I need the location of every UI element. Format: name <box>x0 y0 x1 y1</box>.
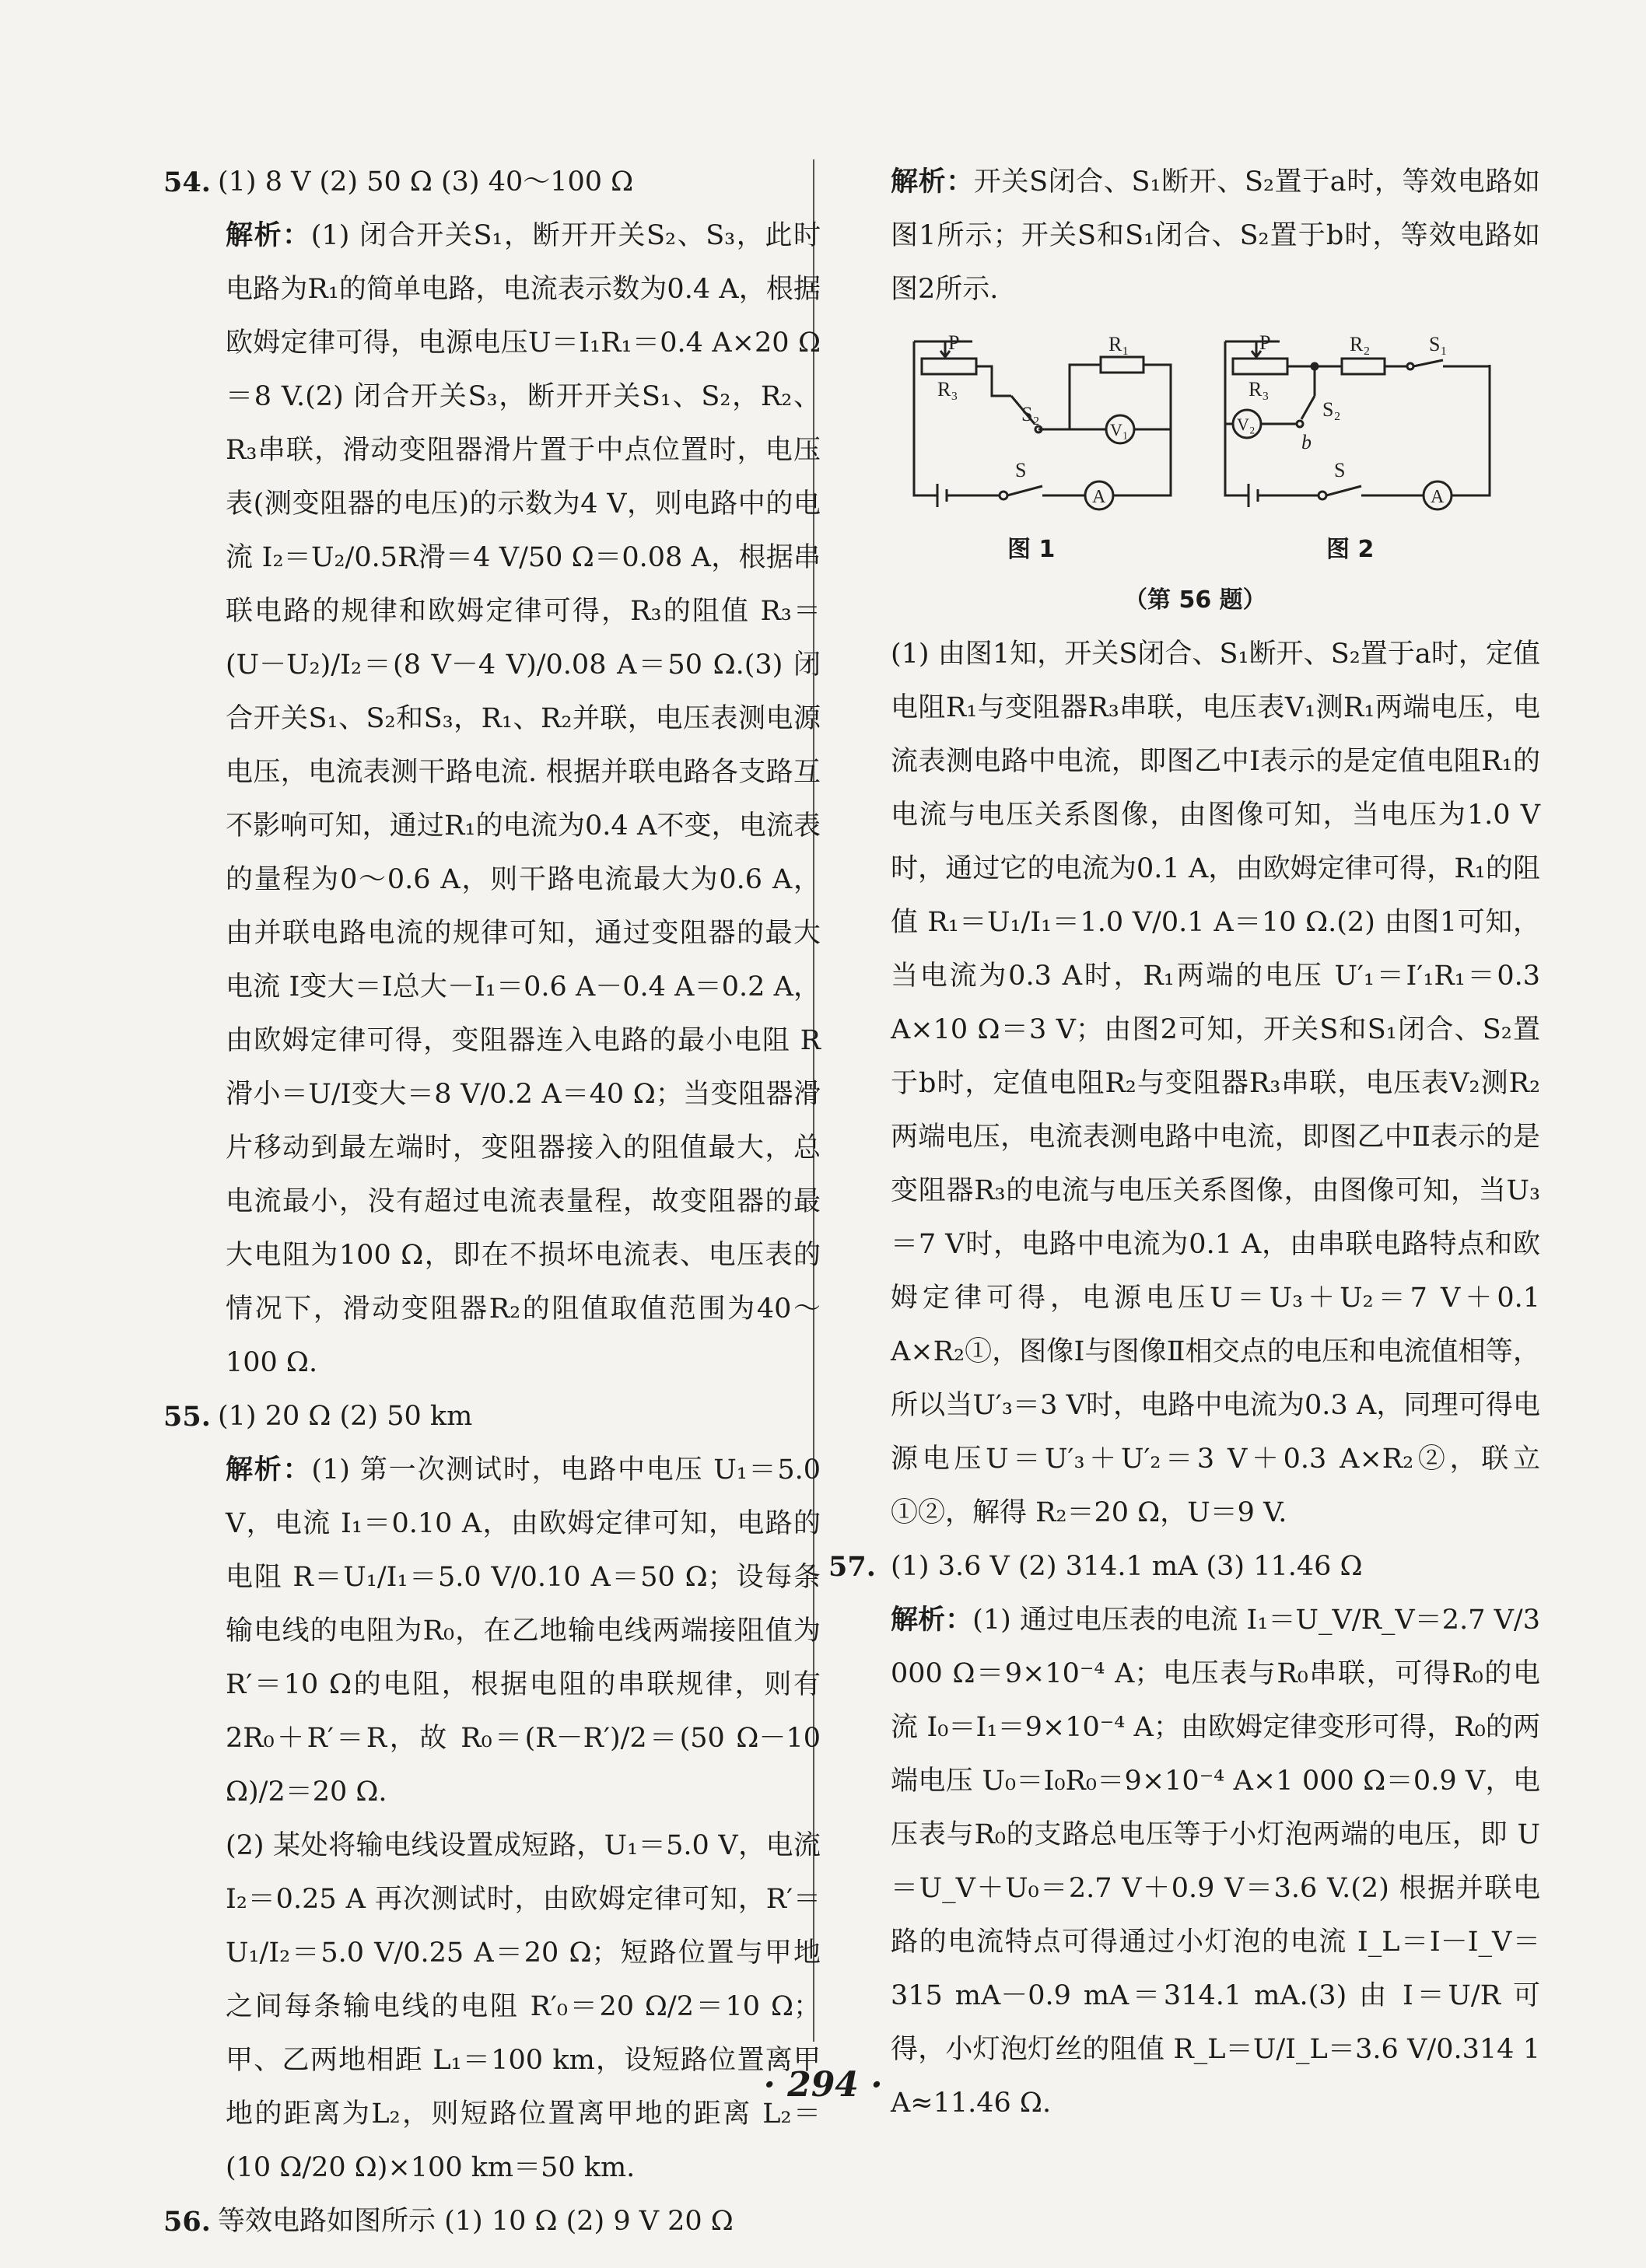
label-r1: R₁ <box>1108 333 1129 355</box>
analysis-tag: 解析： <box>891 166 974 198</box>
answer-54 <box>163 156 821 1390</box>
label-a: A <box>1431 487 1445 507</box>
label-r3: R₃ <box>1249 378 1270 401</box>
answer-summary: (1) 3.6 V (2) 314.1 mA (3) 11.46 Ω <box>891 1551 1363 1582</box>
analysis-text: (1) 第一次测试时，电路中电压 U₁＝5.0 V，电流 I₁＝0.10 A，由欧姆定律可知，电路的电阻 R＝U₁/I₁＝5.0 V/0.10 A＝50 Ω；设每条输电线的电阻为R₀，在乙地输电线两端接阻值为R′＝10 Ω的电阻，根据电阻的串联规律，则有 2R₀＋R′＝R，故 R₀＝(R－R′)/2＝(50 Ω－10 Ω)/2＝20 Ω. <box>226 1454 821 1808</box>
figure-1-label: 图 1 <box>1007 536 1056 563</box>
analysis-text: (1) 闭合开关S₁，断开开关S₂、S₃，此时电路为R₁的简单电路，电流表示数为0.4 A，根据欧姆定律可得，电源电压U＝I₁R₁＝0.4 A×20 Ω＝8 V.(2) 闭合开关S₃，断开开关S₁、S₂，R₂、R₃串联，滑动变阻器滑片置于中点位置时，电压表(测变阻器的电压)的示数为4 V，则电路中的电流 I₂＝U₂/0.5R滑＝4 V/50 Ω＝0.08 A，根据串联电路的规律和欧姆定律可得，R₃的阻值 R₃＝(U－U₂)/I₂＝(8 V－4 V)/0.08 A＝50 Ω.(3) 闭合开关S₁、S₂和S₃，R₁、R₂并联，电压表测电源电压，电流表测干路电流. 根据并联电路各支路互不影响可知，通过R₁的电流为0.4 A不变，电流表的量程为0～0.6 A，则干路电流最大为0.6 A，由并联电路电流的规律可知，通过变阻器的最大电流 I变大＝I总大－I₁＝0.6 A－0.4 A＝0.2 A，由欧姆定律可得，变阻器连入电路的最小电阻 R滑小＝U/I变大＝8 V/0.2 A＝40 Ω；当变阻器滑片移动到最左端时，变阻器接入的阻值最大，总电流最小，没有超过电流表量程，故变阻器的最大电阻为100 Ω，即在不损坏电流表、电压表的情况下，滑动变阻器R₂的阻值取值范围为40～100 Ω. <box>226 220 821 1378</box>
analysis-56-intro <box>891 156 1540 317</box>
page-number: · 294 · <box>763 2065 883 2105</box>
figure-2-label: 图 2 <box>1326 536 1375 563</box>
resistor-r3 <box>922 359 976 374</box>
analysis-text: 开关S闭合、S₁断开、S₂置于a时，等效电路如图1所示；开关S和S₁闭合、S₂置于b时，等效电路如图2所示. <box>891 166 1540 305</box>
label-r3: R₃ <box>937 378 958 401</box>
label-v1: V₁ <box>1110 420 1129 439</box>
label-v2: V₂ <box>1237 415 1256 434</box>
right-column <box>828 156 1540 2130</box>
question-number: 57. <box>828 1551 876 1583</box>
analysis-text: (1) 通过电压表的电流 I₁＝U_V/R_V＝2.7 V/3 000 Ω＝9×10⁻⁴ A；电压表与R₀串联，可得R₀的电流 I₀＝I₁＝9×10⁻⁴ A；由欧姆定律变形可得，R₀的两端电压 U₀＝I₀R₀＝9×10⁻⁴ A×1 000 Ω＝0.9 V，电压表与R₀的支路总电压等于小灯泡两端的电压，即 U＝U_V＋U₀＝2.7 V＋0.9 V＝3.6 V.(2) 根据并联电路的电流特点可得通过小灯泡的电流 I_L＝I－I_V＝315 mA－0.9 mA＝314.1 mA.(3) 由 I＝U/R 可得，小灯泡灯丝的阻值 R_L＝U/I_L＝3.6 V/0.314 1 A≈11.46 Ω. <box>891 1605 1540 2119</box>
label-p: P <box>948 331 960 354</box>
label-s2: S₂ <box>1021 403 1040 425</box>
resistor-r1 <box>1101 357 1143 373</box>
label-s: S <box>1015 459 1027 481</box>
analysis-tag: 解析： <box>226 220 311 251</box>
circuit-figures <box>891 324 1540 628</box>
figure-caption: （第 56 题） <box>1124 586 1266 614</box>
label-s2: S₂ <box>1322 398 1341 421</box>
analysis-part-2: (2) 某处将输电线设置成短路，U₁＝5.0 V，电流 I₂＝0.25 A 再次测试时，由欧姆定律可知，R′＝U₁/I₂＝5.0 V/0.25 A＝20 Ω；短路位置与甲地之间每条输电线的电阻 R′₀＝20 Ω/2＝10 Ω；甲、乙两地相距 L₁＝100 km，设短路位置离甲地的距离为L₂，则短路位置离甲地的距离 L₂＝(10 Ω/20 Ω)×100 km＝50 km. <box>226 1830 821 2183</box>
label-p: P <box>1259 331 1271 354</box>
analysis <box>891 1594 1540 2130</box>
answer-summary: 等效电路如图所示 (1) 10 Ω (2) 9 V 20 Ω <box>218 2206 734 2237</box>
label-r2: R₂ <box>1350 333 1371 355</box>
circuit-figure-1 <box>914 341 1171 509</box>
circuit-diagrams <box>891 324 1540 573</box>
label-b: b <box>1301 431 1312 453</box>
label-a: A <box>1092 487 1106 507</box>
label-s: S <box>1334 459 1346 481</box>
analysis <box>171 1444 821 1819</box>
analysis-56: (1) 由图1知，开关S闭合、S₁断开、S₂置于a时，定值电阻R₁与变阻器R₃串联，电压表V₁测R₁两端电压，电流表测电路中电流，即图乙中Ⅰ表示的是定值电阻R₁的电流与电压关系图像，由图像可知，当电压为1.0 V时，通过它的电流为0.1 A，由欧姆定律可得，R₁的阻值 R₁＝U₁/I₁＝1.0 V/0.1 A＝10 Ω.(2) 由图1可知，当电流为0.3 A时，R₁两端的电压 U′₁＝I′₁R₁＝0.3 A×10 Ω＝3 V；由图2可知，开关S和S₁闭合、S₂置于b时，定值电阻R₂与变阻器R₃串联，电压表V₂测R₂两端电压，电流表测电路中电流，即图乙中Ⅱ表示的是变阻器R₃的电流与电压关系图像，由图像可知，当U₃＝7 V时，电路中电流为0.1 A，由串联电路特点和欧姆定律可得，电源电压U＝U₃＋U₂＝7 V＋0.1 A×R₂①，图像Ⅰ与图像Ⅱ相交点的电压和电流值相等，所以当U′₃＝3 V时，电路中电流为0.3 A，同理可得电源电压U＝U′₃＋U′₂＝3 V＋0.3 A×R₂②，联立①②，解得 R₂＝20 Ω，U＝9 V. <box>891 639 1540 1528</box>
analysis-tag: 解析： <box>891 1605 973 1636</box>
answer-57 <box>828 1540 1540 2130</box>
label-s1: S₁ <box>1429 333 1448 355</box>
question-number: 55. <box>163 1401 211 1433</box>
answer-summary: (1) 8 V (2) 50 Ω (3) 40～100 Ω <box>218 166 634 198</box>
analysis-tag: 解析： <box>226 1454 312 1486</box>
question-number: 56. <box>163 2206 211 2238</box>
analysis <box>171 209 821 1390</box>
answer-summary: (1) 20 Ω (2) 50 km <box>218 1401 473 1432</box>
switch-s <box>1007 486 1042 495</box>
left-column <box>163 156 821 2249</box>
circuit-figure-2 <box>1225 341 1490 509</box>
question-number: 54. <box>163 166 211 198</box>
answer-56-head <box>163 2195 821 2249</box>
